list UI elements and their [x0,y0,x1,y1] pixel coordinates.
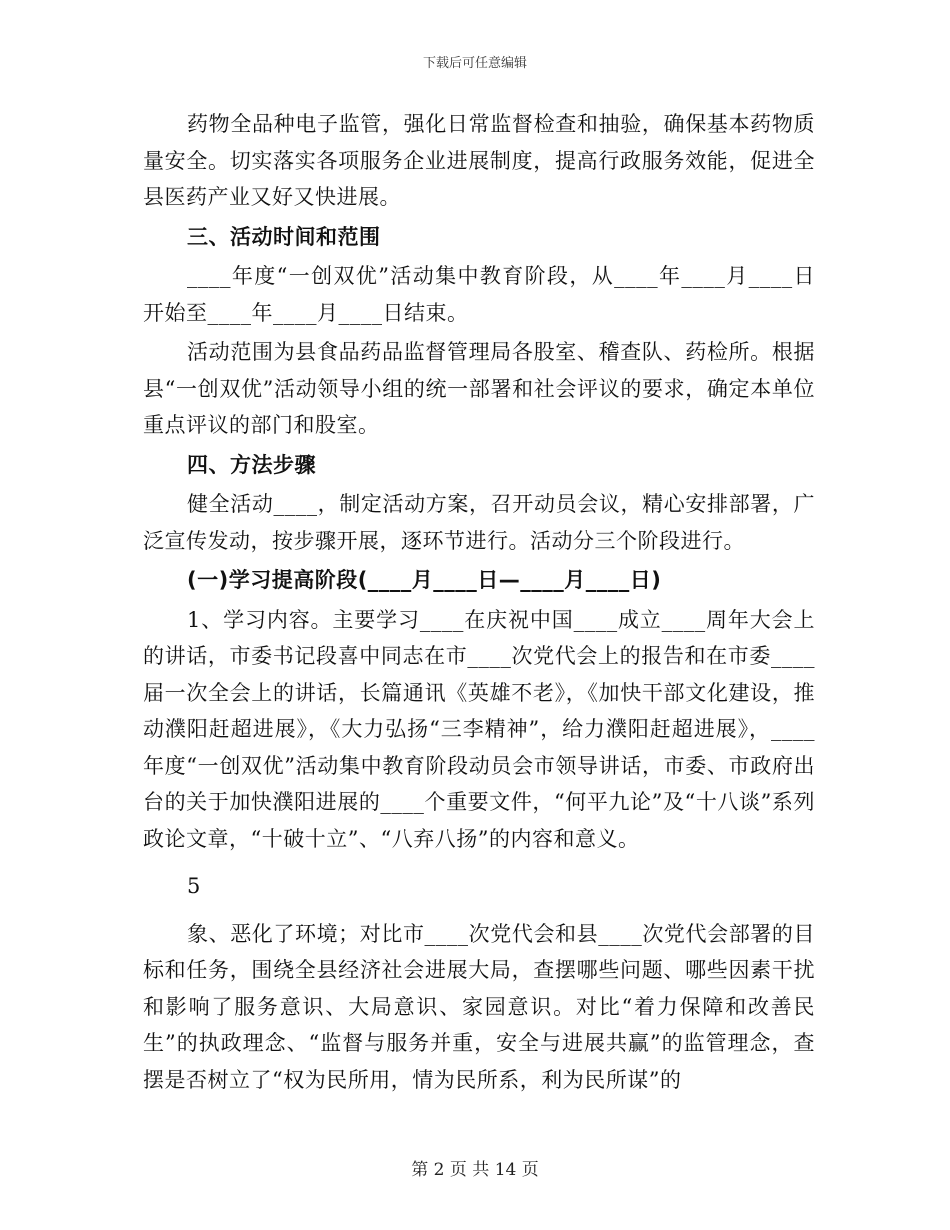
paragraph: 象、恶化了环境；对比市____次党代会和县____次党代会部署的目标和任务，围绕全县经济社会进展大局，查摆哪些问题、哪些因素干扰和影响了服务意识、大局意识、家园意识。对比“着力保障和改善民生”的执政理念、“监督与服务并重，安全与进展共赢”的监管理念，查摆是否树立了“权为民所用，情为民所系，利为民所谋”的 [143,921,815,1092]
document-body [143,106,815,1101]
paragraph: 健全活动____，制定活动方案，召开动员会议，精心安排部署，广泛宣传发动，按步骤开展，逐环节进行。活动分三个阶段进行。 [143,492,815,553]
paragraph: ____年度“一创双优”活动集中教育阶段，从____年____月____日开始至____年____月____日结束。 [143,264,815,325]
page-footer: 第 2 页 共 14 页 [411,1160,539,1180]
page-number-marker: 5 [187,874,201,898]
paragraph: 药物全品种电子监管，强化日常监督检查和抽验，确保基本药物质量安全。切实落实各项服务企业进展制度，提高行政服务效能，促进全县医药产业又好又快进展。 [143,112,815,209]
paragraph: 活动范围为县食品药品监督管理局各股室、稽查队、药检所。根据县“一创双优”活动领导小组的统一部署和社会评议的要求，确定本单位重点评议的部门和股室。 [143,340,815,437]
section-heading: 四、方法步骤 [187,452,316,477]
section-heading: 三、活动时间和范围 [187,224,381,249]
subsection-heading: (一)学习提高阶段(____月____日—____月____日) [187,568,662,592]
paragraph: 1、学习内容。主要学习____在庆祝中国____成立____周年大会上的讲话，市委书记段喜中同志在市____次党代会上的报告和在市委____届一次全会上的讲话，长篇通讯《英雄不老》，《加快干部文化建设，推动濮阳赶超进展》，《大力弘扬“三李精神”，给力濮阳赶超进展》，____年度“一创双优”活动集中教育阶段动员会市领导讲话，市委、市政府出台的关于加快濮阳进展的____个重要文件，“何平九论”及“十八谈”系列政论文章，“十破十立”、“八弃八扬”的内容和意义。 [143,607,815,851]
page-header: 下载后可任意编辑 [422,56,527,71]
